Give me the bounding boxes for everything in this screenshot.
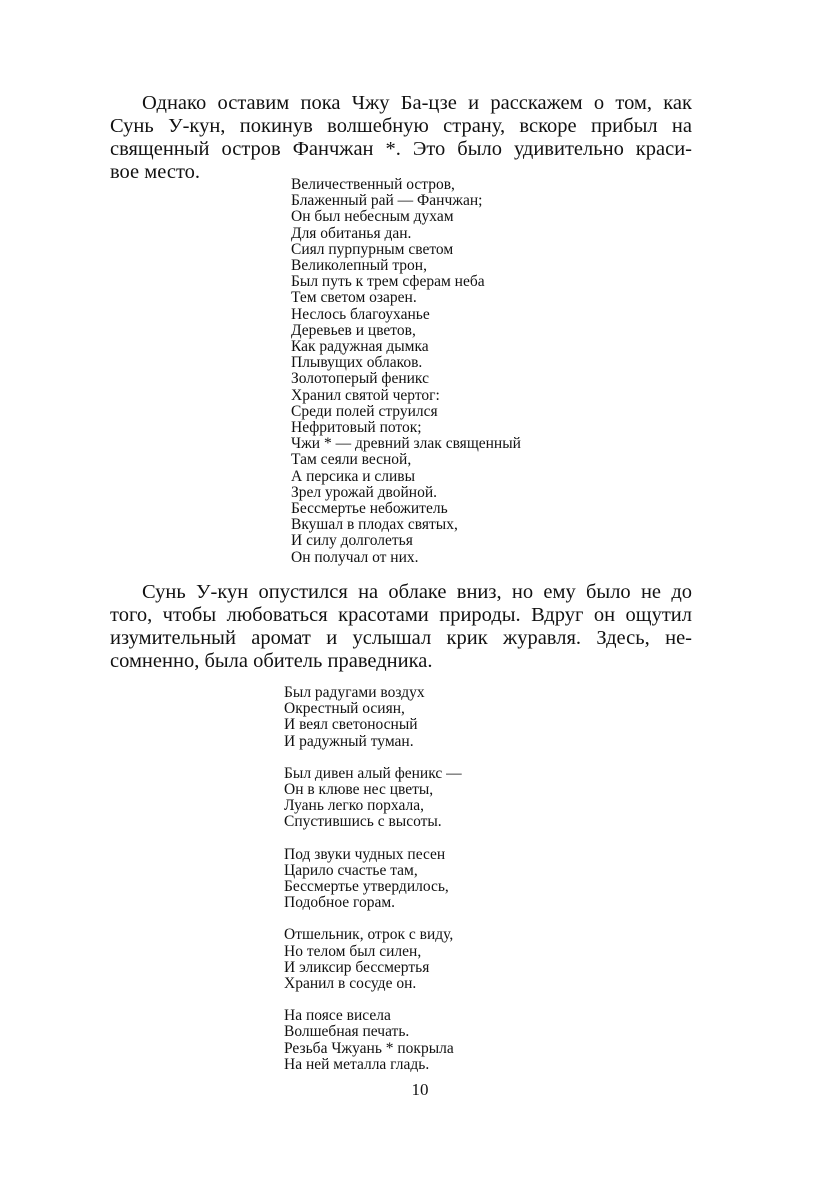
paragraph-2 xyxy=(110,581,692,673)
paragraph-1 xyxy=(110,92,692,184)
paragraph-line: изумительный аромат и услышал крик журавля. Здесь, не- xyxy=(110,627,692,649)
verse-line: Был радугами воздух xyxy=(284,684,425,701)
verse-line: Чжи * — древний злак священный xyxy=(291,435,521,453)
verse-line: На ней металла гладь. xyxy=(284,1055,430,1073)
verse-line: Великолепный трон, xyxy=(291,257,427,275)
verse-line: Хранил в сосуде он. xyxy=(284,975,417,993)
verse-line: На поясе висела xyxy=(284,1007,391,1025)
paragraph-line: Сунь У-кун опустился на облаке вниз, но ему было не до xyxy=(142,581,692,603)
poem-1 xyxy=(291,177,521,566)
verse-line: Царило счастье там, xyxy=(284,861,418,879)
verse-line: И эликсир бессмертья xyxy=(284,958,430,976)
verse-line: Тем светом озарен. xyxy=(291,289,417,307)
verse-line: Волшебная печать. xyxy=(284,1023,410,1041)
verse-line: И радужный туман. xyxy=(284,732,414,750)
verse-line: Спустившись с высоты. xyxy=(284,813,442,831)
verse-line: Окрестный осиян, xyxy=(284,700,405,718)
paragraph-line: того, чтобы любоваться красотами природы. Вдруг он ощутил xyxy=(110,604,692,626)
verse-line: Для обитанья дан. xyxy=(291,224,412,242)
verse-line: Бессмертье утвердилось, xyxy=(284,878,449,896)
stanza xyxy=(284,1008,462,1073)
verse-line: Он в клюве нес цветы, xyxy=(284,781,434,799)
stanza xyxy=(284,927,462,992)
verse-line: Блаженный рай — Фанчжан; xyxy=(291,192,483,210)
verse-line: Был дивен алый феникс — xyxy=(284,764,462,782)
stanza xyxy=(284,766,462,831)
paragraph-line: священный остров Фанчжан *. Это было удивительно краси- xyxy=(110,138,692,160)
verse-line: Вкушал в плодах святых, xyxy=(291,516,458,534)
verse-line: Сиял пурпурным светом xyxy=(291,240,454,258)
verse-line: А персика и сливы xyxy=(291,467,416,485)
poem-2 xyxy=(284,685,462,1089)
verse-line: Среди полей струился xyxy=(291,402,438,420)
verse-line: Он получал от них. xyxy=(291,548,419,566)
verse-line: Величественный остров, xyxy=(291,176,455,193)
verse-line: Нефритовый поток; xyxy=(291,419,422,437)
verse-line: И веял светоносный xyxy=(284,716,418,734)
verse-line: Был путь к трем сферам неба xyxy=(291,273,485,291)
verse-line: Как радужная дымка xyxy=(291,338,429,356)
verse-line: Подобное горам. xyxy=(284,894,396,912)
verse-line: Он был небесным духам xyxy=(291,208,454,226)
verse-line: Резьба Чжуань * покрыла xyxy=(284,1039,454,1057)
stanza xyxy=(284,847,462,912)
verse-line: Неслось благоуханье xyxy=(291,305,430,323)
verse-line: Бессмертье небожитель xyxy=(291,500,448,518)
verse-line: Под звуки чудных песен xyxy=(284,845,446,863)
verse-line: Золотоперый феникс xyxy=(291,370,429,388)
verse-line: Там сеяли весной, xyxy=(291,451,412,469)
verse-line: Деревьев и цветов, xyxy=(291,321,416,339)
verse-line: Плывущих облаков. xyxy=(291,354,423,372)
paragraph-line: Сунь У-кун, покинув волшебную страну, вскоре прибыл на xyxy=(110,115,692,137)
verse-line: Луань легко порхала, xyxy=(284,797,424,815)
verse-line: Зрел урожай двойной. xyxy=(291,483,437,501)
paragraph-line: Однако оставим пока Чжу Ба-цзе и расскажем о том, как xyxy=(142,92,692,114)
paragraph-line: вое место. xyxy=(110,161,201,183)
verse-line: Отшельник, отрок с виду, xyxy=(284,926,454,944)
verse-line: Но телом был силен, xyxy=(284,942,422,960)
verse-line: И силу долголетья xyxy=(291,532,413,550)
paragraph-line: сомненно, была обитель праведника. xyxy=(110,650,433,672)
page-number: 10 xyxy=(411,1080,429,1099)
stanza xyxy=(284,685,462,750)
verse-line: Хранил святой чертог: xyxy=(291,386,440,404)
